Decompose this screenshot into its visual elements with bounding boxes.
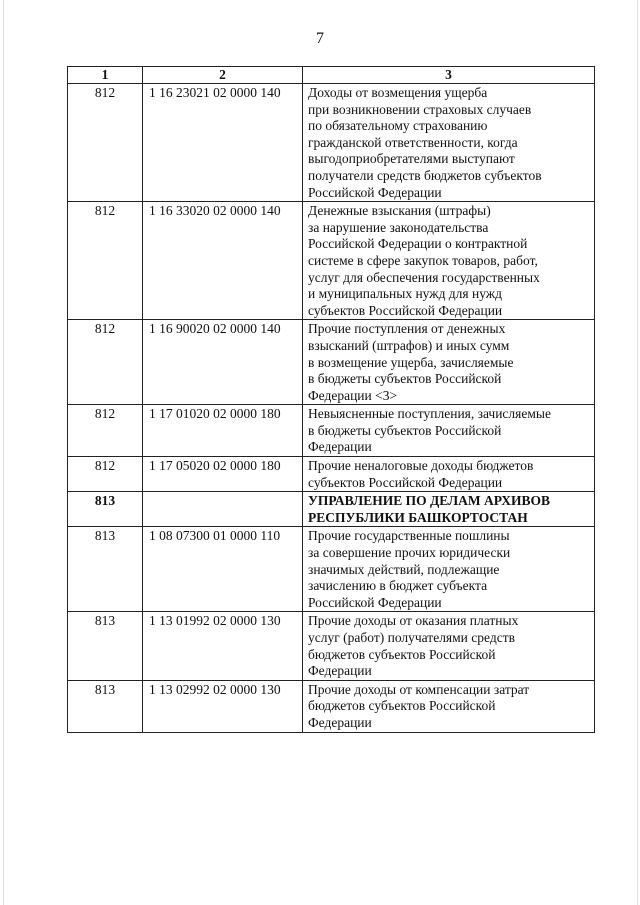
description-line: значимых действий, подлежащие [308,561,500,577]
admin-code-cell: 812 [68,405,143,457]
admin-code-cell: 813 [68,612,143,680]
description-line: взысканий (штрафов) и иных сумм [308,337,510,353]
scan-edge-left [3,0,4,905]
description-line: за совершение прочих юридически [308,545,511,561]
description-line: услуг для обеспечения государственных [308,269,540,285]
table-row [68,527,595,612]
admin-code-cell: 813 [68,527,143,612]
description-line: выгодоприобретателями выступают [308,151,515,167]
description-cell [303,405,595,457]
description-line: Федерации [308,714,372,730]
table-row [68,202,595,320]
admin-code-cell: 813 [68,492,143,527]
description-cell [303,320,595,405]
header-col-1: 1 [68,67,143,84]
table-row-section-header [68,492,595,527]
description-line: Российской Федерации о контрактной [308,236,528,252]
description-line: Российской Федерации [308,184,442,200]
table-row [68,680,595,732]
description-line: и муниципальных нужд для нужд [308,286,502,302]
description-line: субъектов Российской Федерации [308,474,503,490]
description-line: Прочие поступления от денежных [308,321,506,337]
description-cell [303,612,595,680]
description-line: Федерации <3> [308,387,398,403]
header-col-2: 2 [143,67,303,84]
description-line: гражданской ответственности, когда [308,134,518,150]
budget-code-cell: 1 17 05020 02 0000 180 [143,457,303,492]
budget-code-cell: 1 13 02992 02 0000 130 [143,680,303,732]
table-row [68,405,595,457]
description-line: получатели средств бюджетов субъектов [308,167,542,183]
description-line: за нарушение законодательства [308,219,489,235]
description-cell [303,457,595,492]
table-row [68,612,595,680]
description-line: по обязательному страхованию [308,118,488,134]
description-line: Российской Федерации [308,594,442,610]
page-number: 7 [316,30,324,47]
description-line: в бюджеты субъектов Российской [308,371,502,387]
section-title-line: РЕСПУБЛИКИ БАШКОРТОСТАН [308,509,528,525]
description-line: Прочие доходы от компенсации затрат [308,681,530,697]
description-line: Доходы от возмещения ущерба [308,85,488,100]
section-title-line: УПРАВЛЕНИЕ ПО ДЕЛАМ АРХИВОВ [308,493,551,509]
description-line: Денежные взыскания (штрафы) [308,203,491,219]
description-line: Прочие неналоговые доходы бюджетов [308,458,534,474]
description-cell [303,84,595,202]
header-col-3: 3 [303,67,595,84]
description-cell [303,680,595,732]
section-title-cell [303,492,595,527]
description-line: услуг (работ) получателями средств [308,630,515,645]
revenue-codes-table [67,66,595,733]
table-row [68,84,595,202]
budget-code-cell: 1 13 01992 02 0000 130 [143,612,303,680]
description-line: зачислению в бюджет субъекта [308,578,488,594]
description-cell [303,527,595,612]
description-line: при возникновении страховых случаев [308,101,532,117]
budget-code-cell: 1 17 01020 02 0000 180 [143,405,303,457]
description-line: в бюджеты субъектов Российской [308,422,502,438]
admin-code-cell: 812 [68,202,143,320]
description-line: Прочие государственные пошлины [308,528,510,544]
description-line: Федерации [308,663,372,679]
budget-code-cell: 1 16 90020 02 0000 140 [143,320,303,405]
description-line: Прочие доходы от оказания платных [308,613,519,629]
description-line: в возмещение ущерба, зачисляемые [308,354,514,370]
budget-code-cell [143,492,303,527]
admin-code-cell: 812 [68,320,143,405]
description-line: системе в сфере закупок товаров, работ, [308,252,538,268]
table-row [68,320,595,405]
description-line: субъектов Российской Федерации [308,302,503,318]
table-header-row [68,67,595,84]
budget-code-cell: 1 16 23021 02 0000 140 [143,84,303,202]
table-row [68,457,595,492]
admin-code-cell: 813 [68,680,143,732]
scan-edge-right [637,0,638,905]
description-line: Невыясненные поступления, зачисляемые [308,406,551,422]
description-cell [303,202,595,320]
admin-code-cell: 812 [68,84,143,202]
budget-code-cell: 1 16 33020 02 0000 140 [143,202,303,320]
budget-code-cell: 1 08 07300 01 0000 110 [143,527,303,612]
description-line: Федерации [308,439,372,455]
description-line: бюджетов субъектов Российской [308,698,496,714]
description-line: бюджетов субъектов Российской [308,646,496,662]
admin-code-cell: 812 [68,457,143,492]
